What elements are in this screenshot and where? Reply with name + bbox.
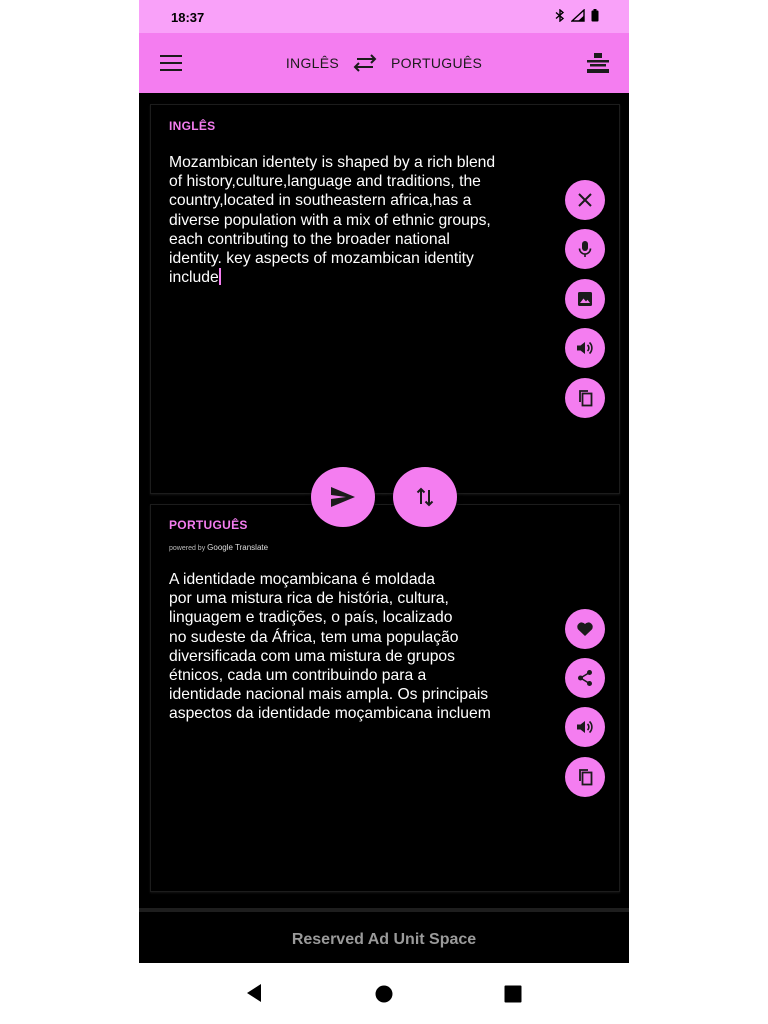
powered-by-text: powered by (169, 545, 206, 552)
share-button[interactable] (565, 658, 605, 698)
app-toolbar (139, 33, 629, 93)
bluetooth-icon (555, 9, 565, 22)
target-copy-button[interactable] (565, 757, 605, 797)
translated-text: A identidade moçambicana é moldada por uma mistura rica de história, cultura, linguagem e tradições, o país, localizado no sudeste da África, tem uma população diversificada com uma mistura de grupos étnicos, cada um contribuindo para a identidade nacional mais ampla. Os principais aspectos da identidade moçambicana incluem (169, 571, 491, 723)
send-icon (330, 486, 356, 508)
image-input-button[interactable] (565, 279, 605, 319)
swap-languages-button[interactable] (393, 467, 457, 527)
source-card (150, 104, 620, 494)
swap-vertical-icon (415, 486, 435, 508)
status-time: 18:37 (171, 10, 205, 25)
copy-icon (577, 768, 593, 786)
voice-input-button[interactable] (565, 229, 605, 269)
source-language-button[interactable]: INGLÊS (285, 55, 340, 71)
ad-unit-placeholder: Reserved Ad Unit Space (139, 908, 629, 967)
status-bar (139, 0, 629, 33)
google-translate-brand: Google Translate (207, 543, 269, 552)
status-icons (555, 9, 599, 22)
language-switcher (139, 53, 629, 73)
recents-icon[interactable] (504, 985, 522, 1003)
system-navigation-bar (139, 963, 629, 1024)
share-icon (577, 669, 593, 687)
favorite-button[interactable] (565, 609, 605, 649)
powered-by-google-translate (169, 543, 268, 552)
volume-icon (576, 340, 594, 356)
swap-horizontal-icon[interactable] (353, 53, 377, 73)
copy-icon (577, 389, 593, 407)
battery-icon (591, 9, 599, 22)
target-language-label: PORTUGUÊS (169, 518, 248, 532)
favorite-icon (576, 621, 594, 637)
phone-screen (139, 0, 629, 1024)
home-icon[interactable] (375, 985, 393, 1003)
clear-button[interactable] (565, 180, 605, 220)
source-language-label: INGLÊS (169, 119, 216, 133)
close-icon (577, 192, 593, 208)
volume-icon (576, 719, 594, 735)
translate-send-button[interactable] (311, 467, 375, 527)
source-speak-button[interactable] (565, 328, 605, 368)
main-content (139, 93, 629, 963)
source-text: Mozambican identety is shaped by a rich blend of history,culture,language and traditions, the country,located in southeastern africa,has a diverse population with a mix of ethnic groups, each contributing to the broader national identity. key aspects of mozambican identity include (169, 154, 496, 287)
target-language-button[interactable]: PORTUGUÊS (391, 55, 483, 71)
text-cursor (219, 268, 221, 285)
target-speak-button[interactable] (565, 707, 605, 747)
conversation-icon[interactable] (585, 50, 611, 76)
source-text-input[interactable] (169, 153, 545, 287)
target-card (150, 504, 620, 892)
image-icon (577, 291, 593, 307)
mic-icon (577, 240, 593, 258)
back-icon[interactable] (245, 983, 263, 1003)
source-copy-button[interactable] (565, 378, 605, 418)
signal-icon (571, 9, 585, 22)
